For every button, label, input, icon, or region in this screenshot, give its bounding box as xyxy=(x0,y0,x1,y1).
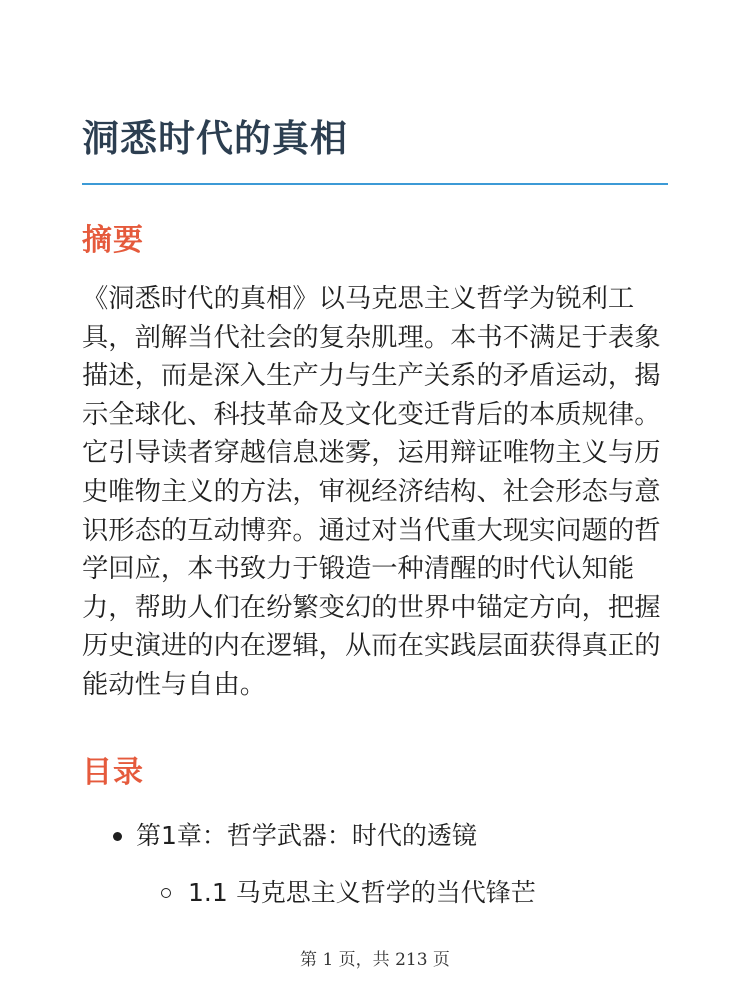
abstract-line: 力，帮助人们在纷繁变幻的世界中锚定方向，把握 xyxy=(82,592,661,623)
abstract-line: 它引导读者穿越信息迷雾，运用辩证唯物主义与历 xyxy=(82,438,661,469)
abstract-heading: 摘要 xyxy=(82,223,144,258)
abstract-line: 具，剖解当代社会的复杂肌理。本书不满足于表象 xyxy=(82,322,661,353)
toc-heading: 目录 xyxy=(82,755,144,790)
abstract-line: 描述，而是深入生产力与生产关系的矛盾运动，揭 xyxy=(82,361,661,392)
abstract-line: 示全球化、科技革命及文化变迁背后的本质规律。 xyxy=(82,399,661,430)
abstract-line: 识形态的互动博弈。通过对当代重大现实问题的哲 xyxy=(82,515,661,546)
document-title: 洞悉时代的真相 xyxy=(82,117,348,160)
abstract-line: 《洞悉时代的真相》以马克思主义哲学为锐利工 xyxy=(82,284,635,314)
abstract-line: 学回应，本书致力于锻造一种清醒的时代认知能 xyxy=(82,554,635,585)
abstract-line: 能动性与自由。 xyxy=(82,669,267,700)
page-number-footer: 第 1 页，共 213 页 xyxy=(300,950,450,970)
abstract-paragraph xyxy=(82,280,672,705)
bullet-circle-icon xyxy=(161,888,171,898)
bullet-disc-icon xyxy=(113,832,122,841)
abstract-line: 历史演进的内在逻辑，从而在实践层面获得真正的 xyxy=(82,631,661,662)
toc-chapter-label: 第1章：哲学武器：时代的透镜 xyxy=(136,821,477,850)
toc-section-label: 1.1 马克思主义哲学的当代锋芒 xyxy=(188,878,536,907)
title-divider xyxy=(82,183,668,185)
abstract-line: 史唯物主义的方法，审视经济结构、社会形态与意 xyxy=(82,476,661,507)
